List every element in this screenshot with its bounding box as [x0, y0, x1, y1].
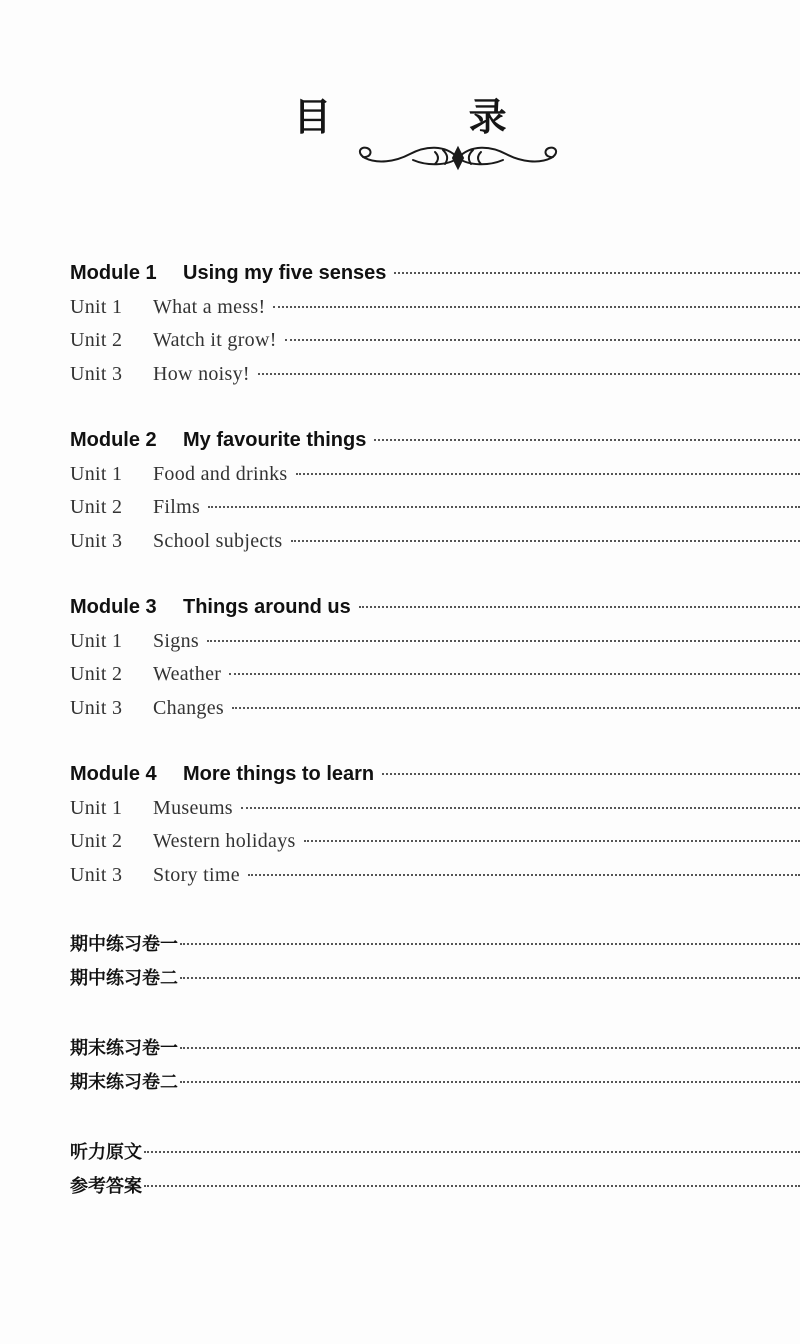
dot-leader [291, 539, 800, 542]
section-gap [70, 897, 800, 930]
toc-unit-1-1[interactable] [70, 296, 800, 330]
entry-title: 期中练习卷二 [70, 968, 178, 989]
toc-unit-4-3[interactable] [70, 864, 800, 898]
unit-number: Unit 2 [70, 663, 123, 685]
unit-number: Unit 2 [70, 329, 123, 351]
toc-module-4[interactable] [70, 763, 800, 797]
dot-leader [374, 438, 800, 441]
toc-module-3[interactable] [70, 596, 800, 630]
unit-number: Unit 3 [70, 863, 123, 886]
dot-leader [285, 338, 800, 341]
dot-leader [180, 1046, 800, 1049]
section-gap [70, 1102, 800, 1138]
dot-leader [273, 305, 800, 308]
module-title: Things around us [183, 596, 351, 618]
toc-midterm-2[interactable] [70, 964, 800, 998]
dot-leader [144, 1150, 800, 1153]
toc-unit-1-2[interactable] [70, 329, 800, 363]
dot-leader [208, 505, 800, 508]
toc-unit-3-3[interactable] [70, 697, 800, 731]
module-title: More things to learn [183, 763, 375, 785]
unit-title: School subjects [153, 529, 283, 552]
module-number: Module 2 [70, 429, 157, 451]
unit-number: Unit 3 [70, 529, 123, 552]
toc-final-2[interactable] [70, 1068, 800, 1102]
toc-unit-4-2[interactable] [70, 830, 800, 864]
module-title: Using my five senses [183, 262, 387, 284]
toc-unit-2-1[interactable] [70, 463, 800, 497]
dot-leader [359, 605, 800, 608]
module-title: My favourite things [183, 429, 367, 451]
unit-title: Films [153, 496, 201, 518]
module-number: Module 4 [70, 763, 157, 785]
unit-title: Weather [153, 663, 222, 685]
unit-number: Unit 3 [70, 362, 123, 385]
dot-leader [180, 942, 800, 945]
module-number: Module 1 [70, 262, 157, 284]
dot-leader [258, 372, 800, 375]
toc-unit-2-2[interactable] [70, 496, 800, 530]
dot-leader [382, 772, 800, 775]
unit-title: How noisy! [153, 362, 250, 385]
entry-title: 期中练习卷一 [70, 934, 178, 955]
entry-title: 期末练习卷二 [70, 1072, 178, 1093]
section-gap [70, 730, 800, 763]
unit-title: What a mess! [153, 295, 266, 318]
entry-title: 参考答案 [70, 1176, 142, 1197]
section-gap [70, 396, 800, 429]
unit-title: Watch it grow! [153, 329, 277, 351]
section-gap [70, 998, 800, 1034]
unit-title: Signs [153, 629, 199, 652]
dot-leader [229, 672, 800, 675]
entry-title: 期末练习卷一 [70, 1038, 178, 1059]
unit-title: Museums [153, 796, 233, 819]
table-of-contents [70, 262, 800, 1206]
toc-unit-4-1[interactable] [70, 797, 800, 831]
unit-number: Unit 1 [70, 796, 123, 819]
unit-title: Story time [153, 863, 240, 886]
unit-number: Unit 1 [70, 295, 123, 318]
toc-final-1[interactable] [70, 1034, 800, 1068]
unit-number: Unit 2 [70, 830, 123, 852]
unit-number: Unit 1 [70, 462, 123, 485]
toc-unit-1-3[interactable] [70, 363, 800, 397]
entry-title: 听力原文 [70, 1142, 142, 1163]
toc-module-2[interactable] [70, 429, 800, 463]
toc-module-1[interactable] [70, 262, 800, 296]
dot-leader [232, 706, 800, 709]
dot-leader [241, 806, 800, 809]
module-number: Module 3 [70, 596, 157, 618]
toc-midterm-1[interactable] [70, 930, 800, 964]
page-title: 目 录 [293, 95, 569, 139]
toc-unit-3-1[interactable] [70, 630, 800, 664]
toc-unit-2-3[interactable] [70, 530, 800, 564]
dot-leader [304, 839, 800, 842]
dot-leader [296, 472, 800, 475]
dot-leader [394, 271, 800, 274]
dot-leader [248, 873, 800, 876]
toc-unit-3-2[interactable] [70, 663, 800, 697]
dot-leader [180, 976, 800, 979]
flourish-divider-icon [355, 140, 561, 176]
unit-number: Unit 3 [70, 696, 123, 719]
unit-number: Unit 1 [70, 629, 123, 652]
dot-leader [180, 1080, 800, 1083]
unit-title: Changes [153, 696, 224, 719]
section-gap [70, 563, 800, 596]
unit-title: Food and drinks [153, 462, 288, 485]
unit-number: Unit 2 [70, 496, 123, 518]
dot-leader [144, 1184, 800, 1187]
dot-leader [207, 639, 800, 642]
toc-answers[interactable] [70, 1172, 800, 1206]
unit-title: Western holidays [153, 830, 296, 852]
toc-transcript[interactable] [70, 1138, 800, 1172]
